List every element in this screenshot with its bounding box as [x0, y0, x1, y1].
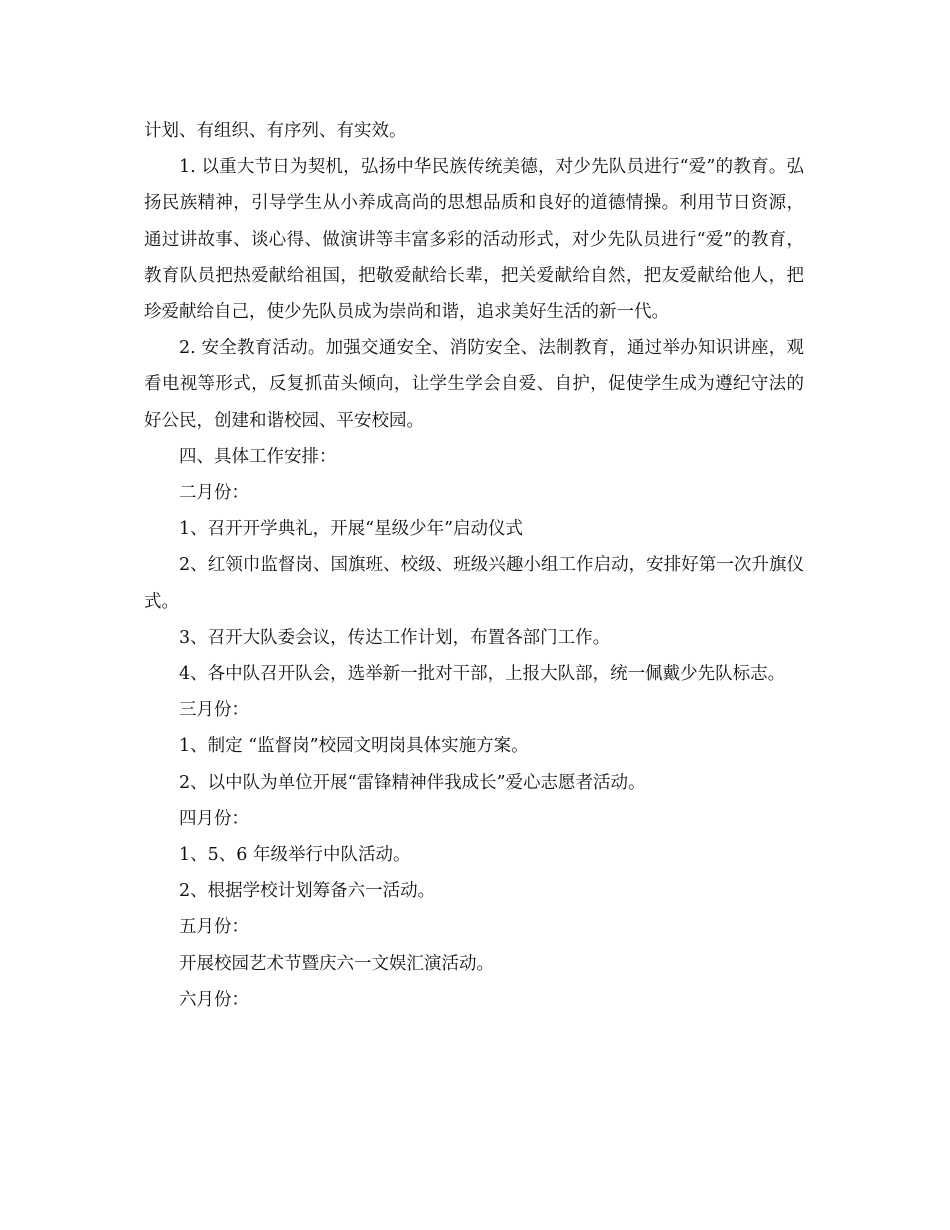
month-heading-march: 三月份： [179, 700, 249, 721]
list-item: 开展校园艺术节暨庆六一文娱汇演活动。 [179, 953, 494, 974]
list-item: 1、制定 “监督岗”校园文明岗具体实施方案。 [179, 736, 529, 757]
paragraph-safety-education: 2. 安全教育活动。加强交通安全、消防安全、法制教育，通过举办知识讲座，观看电视等形式，反复抓苗头倾向，让学生学会自爱、自护，促使学生成为遵纪守法的好公民，创建和谐校园、平安校园。 [144, 338, 804, 431]
paragraph-plan-continuation: 计划、有组织、有序列、有实效。 [144, 121, 407, 141]
list-item: 1、5、6 年级举行中队活动。 [179, 845, 411, 866]
month-heading-april: 四月份： [179, 808, 249, 829]
list-item: 2、根据学校计划筹备六一活动。 [179, 881, 436, 902]
list-item: 1、召开开学典礼，开展“星级少年”启动仪式 [179, 519, 524, 540]
list-item: 3、召开大队委会议，传达工作计划，布置各部门工作。 [179, 627, 611, 648]
month-heading-february: 二月份： [179, 483, 249, 504]
month-heading-may: 五月份： [179, 917, 249, 938]
paragraph-love-education: 1. 以重大节日为契机，弘扬中华民族传统美德，对少先队员进行“爱”的教育。弘扬民族精神，引导学生从小养成高尚的思想品质和良好的道德情操。利用节日资源，通过讲故事、谈心得、做演讲等丰富多彩的活动形式，对少先队员进行“爱”的教育，教育队员把热爱献给祖国，把敬爱献给长辈，把关爱献给自然，把友爱献给他人，把珍爱献给自己，使少先队员成为崇尚和谐，追求美好生活的新一代。 [144, 157, 804, 323]
document-body [144, 113, 804, 1018]
section-heading-work-schedule: 四、具体工作安排： [179, 446, 337, 467]
month-heading-june: 六月份： [179, 989, 249, 1010]
list-item: 2、红领巾监督岗、国旗班、校级、班级兴趣小组工作启动，安排好第一次升旗仪式。 [144, 555, 804, 612]
list-item: 4、各中队召开队会，选举新一批对干部，上报大队部，统一佩戴少先队标志。 [179, 664, 786, 685]
list-item: 2、以中队为单位开展“雷锋精神伴我成长”爱心志愿者活动。 [179, 772, 646, 793]
